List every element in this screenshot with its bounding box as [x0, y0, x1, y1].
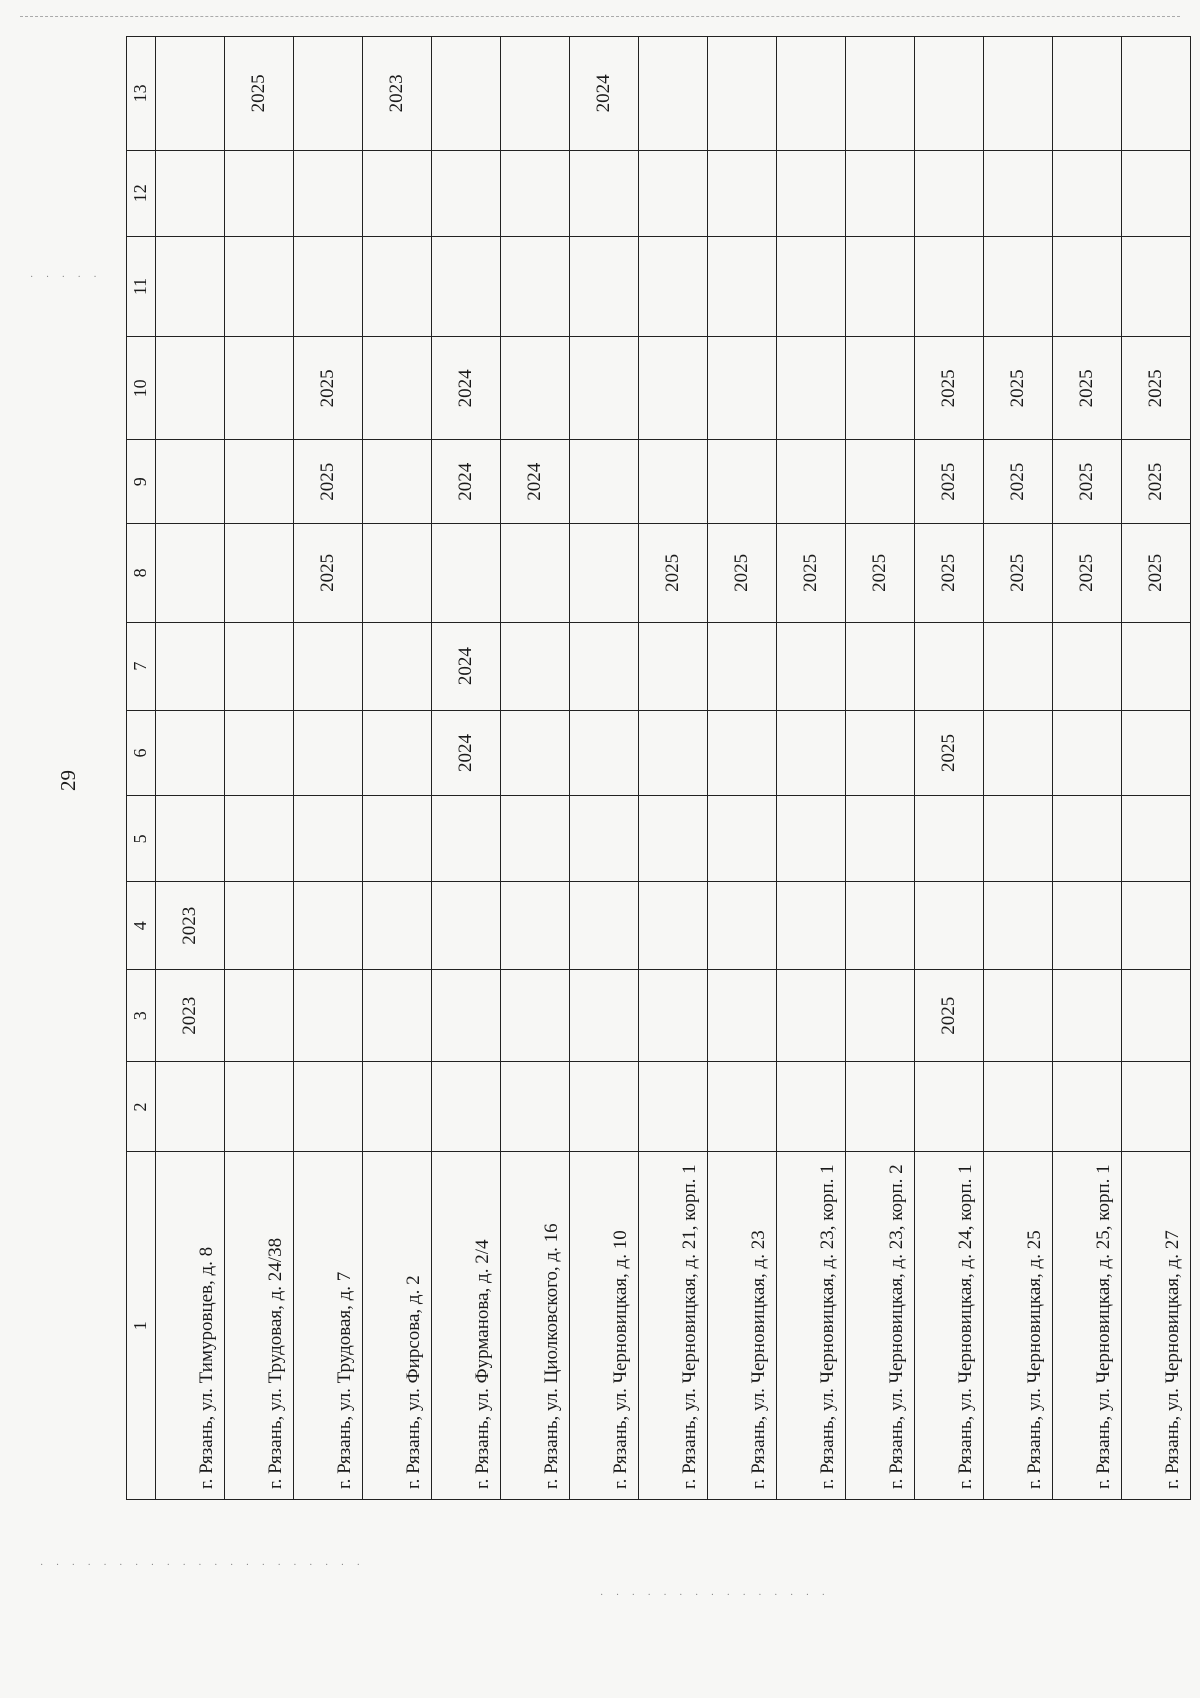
- table-row: [777, 37, 846, 1500]
- year-cell: [225, 622, 294, 710]
- year-cell: [708, 622, 777, 710]
- year-cell: 2025: [639, 524, 708, 623]
- table-row: [708, 37, 777, 1500]
- year-cell: [984, 150, 1053, 236]
- year-cell: [570, 524, 639, 623]
- year-cell: [984, 37, 1053, 151]
- address-cell: г. Рязань, ул. Черновицкая, д. 25: [984, 1152, 1053, 1500]
- header-row: [127, 37, 156, 1500]
- year-cell: [1053, 236, 1122, 337]
- year-cell: [777, 796, 846, 882]
- header-cell: 9: [127, 440, 156, 524]
- year-cell: [984, 970, 1053, 1062]
- year-cell: [846, 710, 915, 796]
- year-cell: [570, 337, 639, 440]
- year-cell: [363, 150, 432, 236]
- year-cell: [1053, 622, 1122, 710]
- year-cell: [777, 710, 846, 796]
- year-cell: [432, 970, 501, 1062]
- header-cell: 6: [127, 710, 156, 796]
- scan-speckle: · · · · · · · · · · · · · · · · · · · · ·: [40, 1560, 365, 1571]
- year-cell: [156, 1062, 225, 1152]
- year-cell: [1053, 1062, 1122, 1152]
- year-cell: [156, 37, 225, 151]
- table-row: [915, 37, 984, 1500]
- table-row: [846, 37, 915, 1500]
- year-cell: [570, 236, 639, 337]
- year-cell: [846, 970, 915, 1062]
- year-cell: [501, 337, 570, 440]
- year-cell: [708, 440, 777, 524]
- table-row: [156, 37, 225, 1500]
- year-cell: 2025: [1053, 440, 1122, 524]
- year-cell: [225, 524, 294, 623]
- year-cell: [639, 882, 708, 970]
- year-cell: [363, 337, 432, 440]
- year-cell: [708, 1062, 777, 1152]
- header-cell: 10: [127, 337, 156, 440]
- year-cell: 2025: [915, 524, 984, 623]
- year-cell: [501, 236, 570, 337]
- year-cell: [570, 710, 639, 796]
- year-cell: [915, 796, 984, 882]
- year-cell: [1053, 882, 1122, 970]
- year-cell: [984, 710, 1053, 796]
- year-cell: [363, 524, 432, 623]
- year-cell: [777, 970, 846, 1062]
- year-cell: [363, 882, 432, 970]
- address-cell: г. Рязань, ул. Фирсова, д. 2: [363, 1152, 432, 1500]
- year-cell: [777, 1062, 846, 1152]
- year-cell: 2025: [915, 710, 984, 796]
- year-cell: [639, 337, 708, 440]
- year-cell: [501, 882, 570, 970]
- year-cell: [570, 1062, 639, 1152]
- header-cell: 7: [127, 622, 156, 710]
- year-cell: [708, 796, 777, 882]
- year-cell: [501, 622, 570, 710]
- year-cell: [225, 882, 294, 970]
- year-cell: 2025: [294, 440, 363, 524]
- page-number: 29: [56, 770, 80, 791]
- year-cell: [501, 524, 570, 623]
- year-cell: [432, 1062, 501, 1152]
- year-cell: [570, 882, 639, 970]
- year-cell: [501, 37, 570, 151]
- year-cell: [915, 37, 984, 151]
- table-row: [294, 37, 363, 1500]
- year-cell: [570, 622, 639, 710]
- year-cell: [708, 150, 777, 236]
- address-cell: г. Рязань, ул. Черновицкая, д. 23, корп. 1: [777, 1152, 846, 1500]
- table-row: [225, 37, 294, 1500]
- year-cell: [501, 710, 570, 796]
- address-cell: г. Рязань, ул. Черновицкая, д. 24, корп. 1: [915, 1152, 984, 1500]
- table-row: [984, 37, 1053, 1500]
- year-cell: [1053, 796, 1122, 882]
- year-cell: [639, 622, 708, 710]
- year-cell: [639, 440, 708, 524]
- year-cell: [294, 1062, 363, 1152]
- year-cell: [915, 150, 984, 236]
- year-cell: [570, 796, 639, 882]
- year-cell: 2025: [1053, 337, 1122, 440]
- year-cell: [984, 236, 1053, 337]
- year-cell: [1122, 710, 1191, 796]
- year-cell: 2024: [432, 710, 501, 796]
- year-cell: [294, 710, 363, 796]
- header-cell: 2: [127, 1062, 156, 1152]
- year-cell: [915, 1062, 984, 1152]
- year-cell: [294, 37, 363, 151]
- address-cell: г. Рязань, ул. Фурманова, д. 2/4: [432, 1152, 501, 1500]
- year-cell: [846, 37, 915, 151]
- scan-speckle: · · · · ·: [30, 272, 102, 283]
- year-cell: [1053, 970, 1122, 1062]
- year-cell: [1122, 970, 1191, 1062]
- year-cell: [432, 236, 501, 337]
- year-cell: [1122, 150, 1191, 236]
- address-cell: г. Рязань, ул. Черновицкая, д. 23, корп. 2: [846, 1152, 915, 1500]
- year-cell: [570, 970, 639, 1062]
- year-cell: [501, 1062, 570, 1152]
- address-cell: г. Рязань, ул. Черновицкая, д. 10: [570, 1152, 639, 1500]
- year-cell: [639, 1062, 708, 1152]
- year-cell: [1053, 710, 1122, 796]
- year-cell: [1122, 1062, 1191, 1152]
- year-cell: [363, 796, 432, 882]
- year-cell: 2025: [984, 337, 1053, 440]
- header-cell: 1: [127, 1152, 156, 1500]
- year-cell: 2025: [846, 524, 915, 623]
- year-cell: 2025: [294, 337, 363, 440]
- year-cell: 2025: [1122, 440, 1191, 524]
- year-cell: [708, 337, 777, 440]
- year-cell: [984, 796, 1053, 882]
- year-cell: [777, 622, 846, 710]
- year-cell: [1122, 882, 1191, 970]
- year-cell: [639, 710, 708, 796]
- year-cell: [294, 970, 363, 1062]
- schedule-table: [126, 36, 1191, 1500]
- year-cell: [1122, 236, 1191, 337]
- header-cell: 4: [127, 882, 156, 970]
- year-cell: [846, 337, 915, 440]
- year-cell: [501, 970, 570, 1062]
- year-cell: [501, 150, 570, 236]
- year-cell: 2025: [1122, 337, 1191, 440]
- year-cell: [639, 150, 708, 236]
- year-cell: [225, 150, 294, 236]
- year-cell: 2025: [1053, 524, 1122, 623]
- year-cell: [156, 622, 225, 710]
- year-cell: 2025: [984, 524, 1053, 623]
- year-cell: [363, 970, 432, 1062]
- year-cell: 2023: [363, 37, 432, 151]
- year-cell: 2024: [570, 37, 639, 151]
- address-cell: г. Рязань, ул. Черновицкая, д. 23: [708, 1152, 777, 1500]
- year-cell: [1122, 622, 1191, 710]
- year-cell: [639, 970, 708, 1062]
- table-row: [501, 37, 570, 1500]
- year-cell: 2025: [984, 440, 1053, 524]
- year-cell: [294, 796, 363, 882]
- header-cell: 5: [127, 796, 156, 882]
- year-cell: [225, 710, 294, 796]
- table-row: [432, 37, 501, 1500]
- table-row: [363, 37, 432, 1500]
- address-cell: г. Рязань, ул. Трудовая, д. 7: [294, 1152, 363, 1500]
- year-cell: [1053, 150, 1122, 236]
- year-cell: [363, 1062, 432, 1152]
- year-cell: [708, 882, 777, 970]
- year-cell: [363, 622, 432, 710]
- year-cell: [984, 622, 1053, 710]
- table-row: [1122, 37, 1191, 1500]
- year-cell: [156, 796, 225, 882]
- year-cell: [777, 882, 846, 970]
- rotated-table-wrapper: [126, 36, 1183, 1500]
- header-cell: 13: [127, 37, 156, 151]
- table-row: [639, 37, 708, 1500]
- year-cell: [1122, 37, 1191, 151]
- year-cell: 2025: [915, 337, 984, 440]
- year-cell: [156, 236, 225, 337]
- year-cell: [846, 622, 915, 710]
- year-cell: [984, 882, 1053, 970]
- table-row: [570, 37, 639, 1500]
- header-cell: 8: [127, 524, 156, 623]
- year-cell: [846, 440, 915, 524]
- year-cell: [570, 150, 639, 236]
- year-cell: [915, 882, 984, 970]
- year-cell: 2025: [1122, 524, 1191, 623]
- year-cell: 2025: [915, 440, 984, 524]
- year-cell: [639, 37, 708, 151]
- year-cell: [915, 236, 984, 337]
- year-cell: [432, 150, 501, 236]
- address-cell: г. Рязань, ул. Тимуровцев, д. 8: [156, 1152, 225, 1500]
- year-cell: [156, 150, 225, 236]
- year-cell: [708, 37, 777, 151]
- year-cell: [156, 524, 225, 623]
- year-cell: [363, 236, 432, 337]
- year-cell: [1053, 37, 1122, 151]
- year-cell: [846, 150, 915, 236]
- year-cell: [708, 970, 777, 1062]
- address-cell: г. Рязань, ул. Циолковского, д. 16: [501, 1152, 570, 1500]
- year-cell: [846, 796, 915, 882]
- year-cell: [846, 236, 915, 337]
- year-cell: [156, 337, 225, 440]
- header-cell: 11: [127, 236, 156, 337]
- year-cell: [846, 1062, 915, 1152]
- year-cell: 2024: [501, 440, 570, 524]
- year-cell: [225, 440, 294, 524]
- year-cell: 2025: [225, 37, 294, 151]
- year-cell: [294, 622, 363, 710]
- year-cell: [984, 1062, 1053, 1152]
- year-cell: [225, 970, 294, 1062]
- year-cell: [363, 710, 432, 796]
- year-cell: [777, 37, 846, 151]
- year-cell: [846, 882, 915, 970]
- year-cell: [156, 710, 225, 796]
- year-cell: [294, 150, 363, 236]
- year-cell: [294, 236, 363, 337]
- address-cell: г. Рязань, ул. Черновицкая, д. 21, корп. 1: [639, 1152, 708, 1500]
- year-cell: [1122, 796, 1191, 882]
- table-row: [1053, 37, 1122, 1500]
- year-cell: [777, 440, 846, 524]
- year-cell: [915, 622, 984, 710]
- year-cell: [777, 150, 846, 236]
- address-cell: г. Рязань, ул. Черновицкая, д. 25, корп. 1: [1053, 1152, 1122, 1500]
- header-cell: 3: [127, 970, 156, 1062]
- year-cell: [225, 1062, 294, 1152]
- year-cell: [639, 796, 708, 882]
- year-cell: 2024: [432, 337, 501, 440]
- year-cell: [708, 710, 777, 796]
- year-cell: [432, 524, 501, 623]
- year-cell: [639, 236, 708, 337]
- year-cell: [432, 37, 501, 151]
- year-cell: [432, 796, 501, 882]
- year-cell: [156, 440, 225, 524]
- year-cell: 2024: [432, 440, 501, 524]
- address-cell: г. Рязань, ул. Черновицкая, д. 27: [1122, 1152, 1191, 1500]
- year-cell: [225, 796, 294, 882]
- year-cell: 2025: [708, 524, 777, 623]
- year-cell: 2024: [432, 622, 501, 710]
- year-cell: [363, 440, 432, 524]
- year-cell: [432, 882, 501, 970]
- year-cell: 2025: [294, 524, 363, 623]
- year-cell: 2023: [156, 882, 225, 970]
- year-cell: 2023: [156, 970, 225, 1062]
- scan-top-rule: [20, 16, 1180, 17]
- year-cell: [501, 796, 570, 882]
- year-cell: [294, 882, 363, 970]
- scan-speckle: · · · · · · · · · · · · · · ·: [600, 1590, 830, 1601]
- year-cell: [777, 236, 846, 337]
- year-cell: 2025: [915, 970, 984, 1062]
- year-cell: [225, 337, 294, 440]
- year-cell: [708, 236, 777, 337]
- year-cell: [570, 440, 639, 524]
- year-cell: [225, 236, 294, 337]
- header-cell: 12: [127, 150, 156, 236]
- address-cell: г. Рязань, ул. Трудовая, д. 24/38: [225, 1152, 294, 1500]
- year-cell: [777, 337, 846, 440]
- year-cell: 2025: [777, 524, 846, 623]
